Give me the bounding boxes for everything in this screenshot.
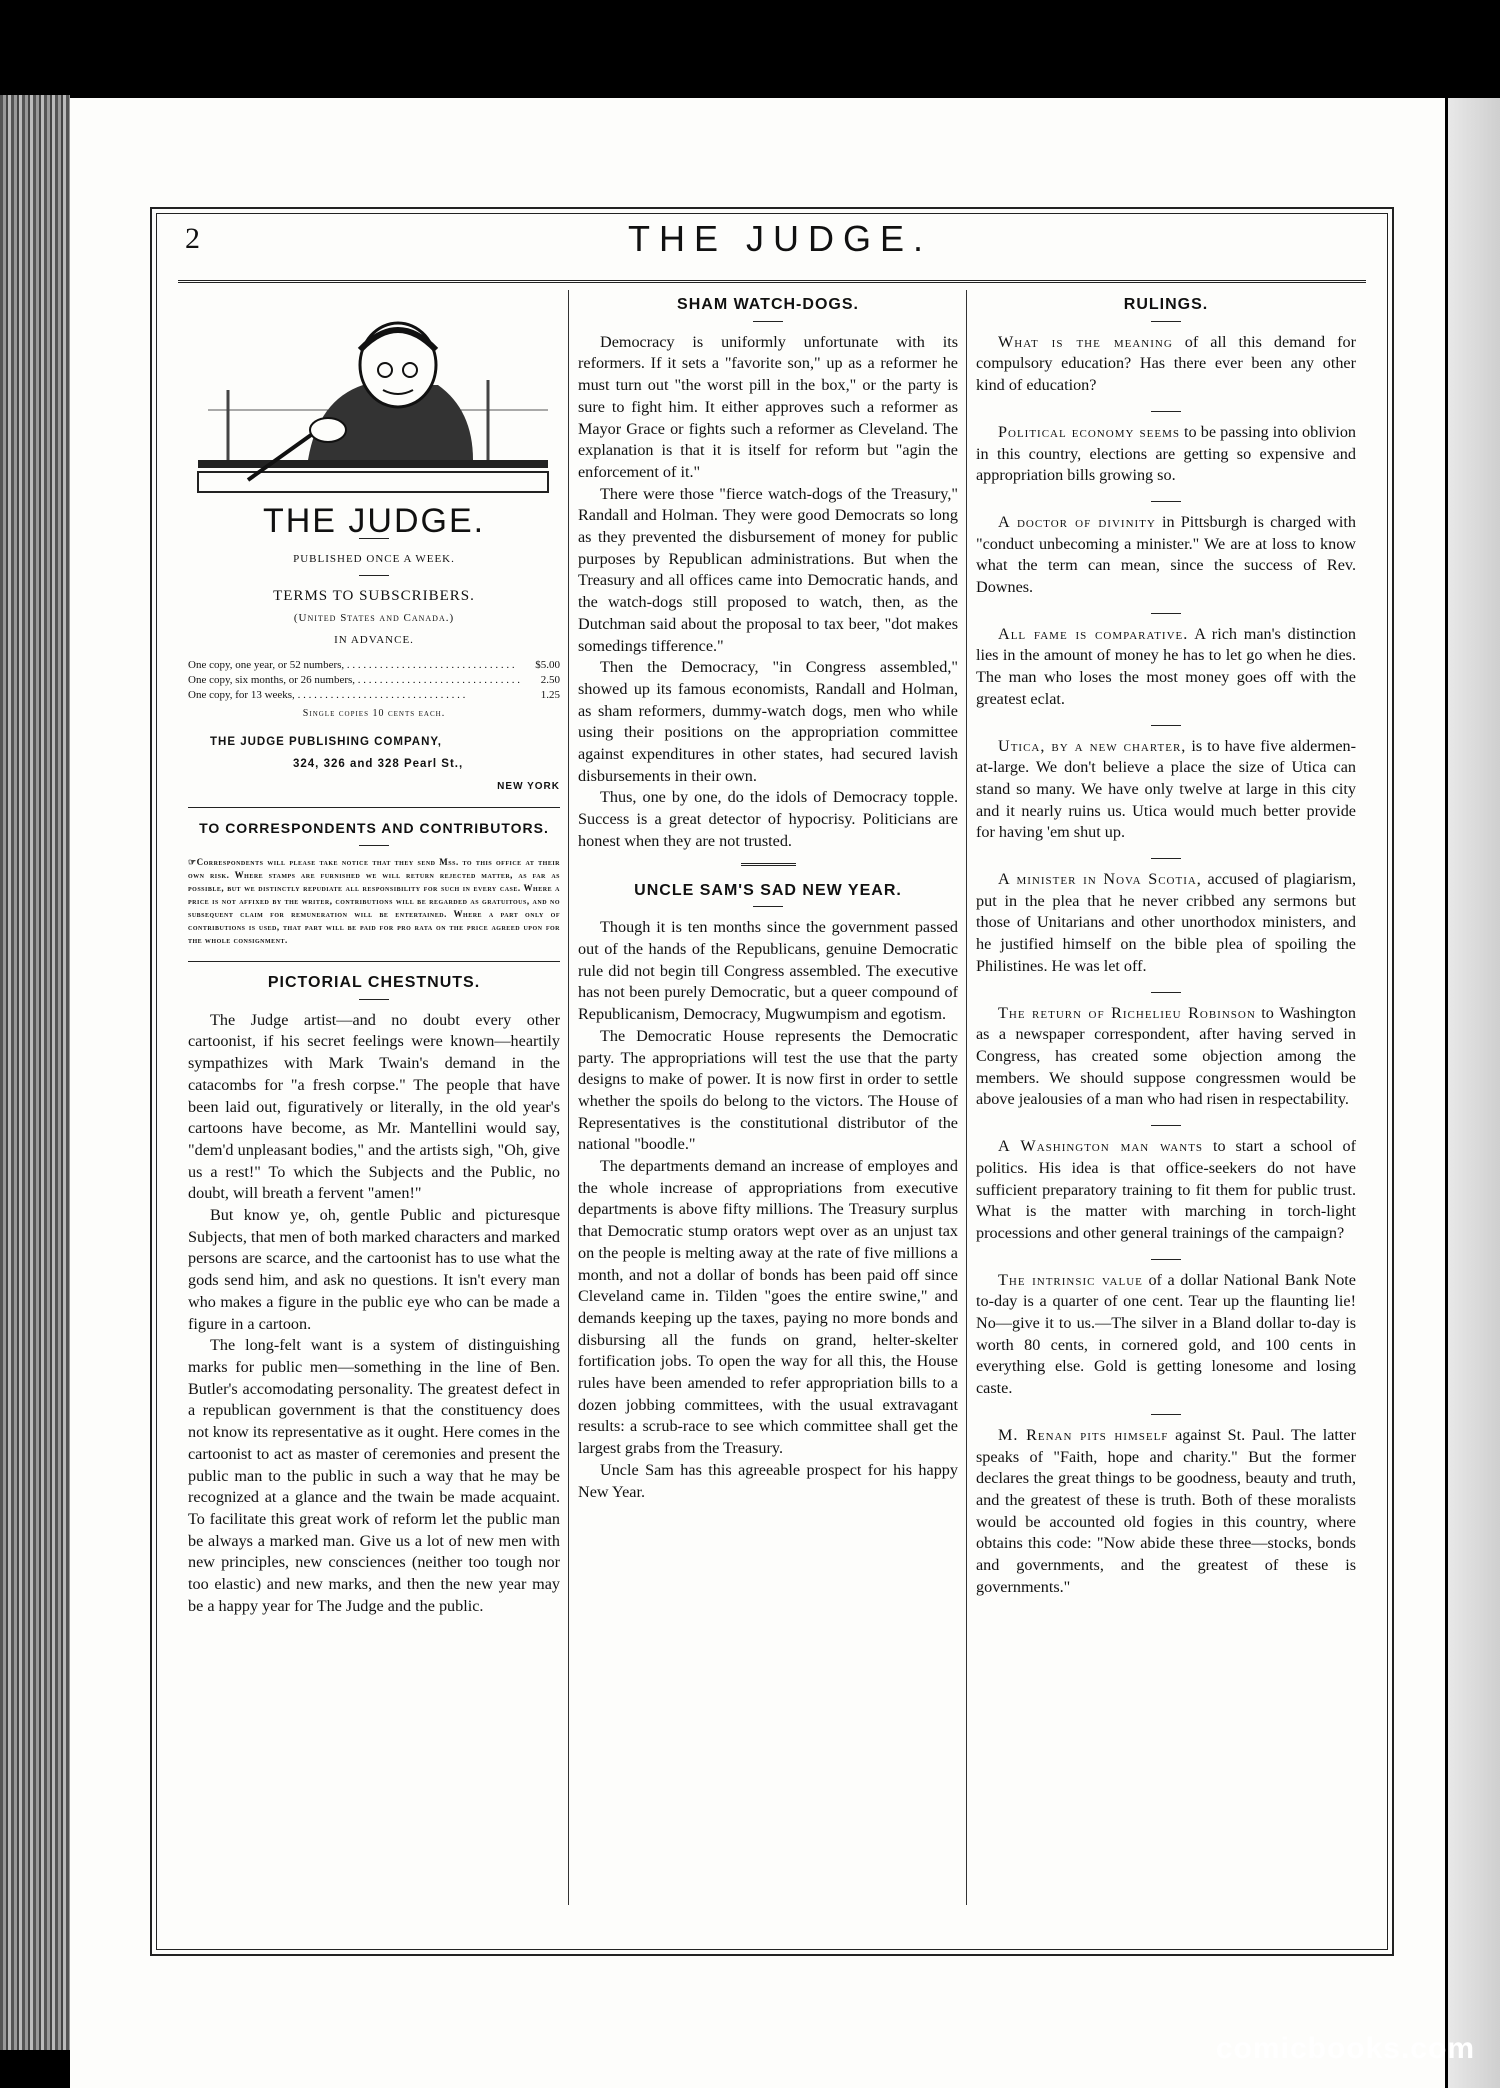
rule-short xyxy=(1151,725,1181,726)
judge-figure-drawing xyxy=(188,290,560,505)
rule-short xyxy=(753,321,783,322)
column-middle xyxy=(578,290,958,1503)
publisher-city: NEW YORK xyxy=(497,780,560,792)
ruling-item: Utica, by a new charter, is to have five aldermen-at-large. We don't believe a place the size of Utica can stand so many. We have only twelve at large in this city and it nearly ruins us. Utica would much better provide for having 'em shut up. xyxy=(976,736,1356,842)
newyear-paragraph: Though it is ten months since the government passed out of the hands of the Republicans, genuine Democratic rule did not begin till Congress assembled. The executive has not been purely Democratic, but a queer compound of Republicanism, Democracy, Mugwumpism and egotism. xyxy=(578,918,958,1024)
rate-row: One copy, six months, or 26 numbers, . . . 2.50 xyxy=(188,673,560,688)
ruling-item: M. Renan pits himself against St. Paul. The latter speaks of "Faith, hope and charity." But the former declares the great things to be goodness, beauty and truth, and the greatest of these is truth. Both of these moralists would be accounted old fogies in this country, where obtains this code: "Now abide these three—stocks, bonds and governments, and the greatest of these is governments." xyxy=(976,1425,1357,1596)
rule-short xyxy=(1151,501,1181,502)
column-divider-right xyxy=(966,290,967,1905)
rule-short xyxy=(359,845,389,846)
rule-short xyxy=(1151,1259,1181,1260)
rule-short xyxy=(1151,992,1181,993)
publisher-address: 324, 326 and 328 Pearl St., xyxy=(293,757,464,770)
section-rule xyxy=(188,961,560,962)
watermark: comicbooks.com xyxy=(1215,2032,1475,2065)
ruling-item: A minister in Nova Scotia, accused of plagiarism, put in the plea that he never cribbed any sermons but those of Unitarians and other unorthodox ministers, and he justified himself on the bible plea of spoiling the Philistines. He was let off. xyxy=(976,870,1357,975)
masthead-illustration xyxy=(188,290,560,505)
watchdogs-paragraph: Democracy is uniformly unfortunate with its reformers. If it sets a "favorite son," up as a reformer he must turn out "the worst pill in the box," or the party is sure to fight him. It either approves such a reformer as Mayor Grace or fights such a reformer as Cleveland. The explanation is that it is itself for reform but "agin the enforcement of it." xyxy=(578,332,958,481)
ruling-item: What is the meaning of all this demand for compulsory education? Has there ever been any other kind of education? xyxy=(976,332,1356,395)
newyear-paragraph: Uncle Sam has this agreeable prospect for his happy New Year. xyxy=(578,1460,958,1501)
page-number: 2 xyxy=(185,222,200,255)
watchdogs-paragraph: There were those "fierce watch-dogs of the Treasury," Randall and Holman. They were good Democrats so long as they prevented the disbursement of money for public purposes by Republican administrations. But when the Treasury and all offices came into Democratic hands, and the watch-dogs still proposed to watch, then, as the Dutchman said about the proposal to tax beer, "dot makes somedings tifference." xyxy=(578,484,958,655)
rule-short xyxy=(1151,858,1181,859)
terms-advance: IN ADVANCE. xyxy=(334,633,414,646)
terms-region: (United States and Canada.) xyxy=(293,612,455,625)
column-right xyxy=(976,290,1356,1612)
article-separator xyxy=(741,863,796,866)
watchdogs-paragraph: Then the Democracy, "in Congress assembled," showed up its famous economists, Randall and Holman, as sham reformers, dummy-watch dogs, men who while using their positions on the appropriation committee against expenditures in other states, had secured lavish disbursements in their own. xyxy=(578,658,958,785)
rule-short xyxy=(1151,613,1181,614)
rulings-heading: RULINGS. xyxy=(1123,296,1209,313)
facing-page-edge xyxy=(1448,98,1500,2088)
ruling-item: All fame is comparative. A rich man's distinction lies in the amount of money he has to let go when he dies. The man who loses the most money goes off with the greatest eclat. xyxy=(976,624,1356,708)
chestnuts-paragraph: The Judge artist—and no doubt every other cartoonist, if his secret feelings were known—heartily sympathizes with Mark Twain's demand in the catacombs for "a fresh corpse." The people that have been laid out, figuratively or literally, in the old year's cartoons have become, as Mr. Mantellini would say, "dem'd unpleasant bodies," and the artists sigh, "Oh, give us a rest!" To which the Subjects and the Public, no doubt, will breath a fervent "amen!" xyxy=(188,1010,560,1203)
publication-frequency: PUBLISHED ONCE A WEEK. xyxy=(293,552,455,565)
rule-short xyxy=(359,999,389,1000)
rate-row: One copy, one year, or 52 numbers, . . . $5.00 xyxy=(188,658,560,673)
single-copy-price: Single copies 10 cents each. xyxy=(302,707,446,719)
rule-short xyxy=(1151,1414,1181,1415)
rate-row: One copy, for 13 weeks, . . . 1.25 xyxy=(188,688,560,703)
ruling-item: A Washington man wants to start a school of politics. His idea is that office-seekers do not have sufficient preparatory training to fit them for public trust. What is the matter with marching in torch-light processions and other general trainings of the campaign? xyxy=(976,1137,1356,1242)
newyear-heading: UNCLE SAM'S SAD NEW YEAR. xyxy=(634,881,902,899)
terms-title: TERMS TO SUBSCRIBERS. xyxy=(273,588,475,605)
rule-short xyxy=(1151,321,1181,322)
ruling-item: The return of Richelieu Robinson to Washington as a newspaper correspondent, after having served in Congress, has created some objection among the members. We should suppose congressmen would be above jealousies of a man who had risen in respectability. xyxy=(976,1003,1356,1109)
ruling-item: Political economy seems to be passing into oblivion in this country, elections are getting so expensive and appropriation bills growing so. xyxy=(976,422,1357,485)
chestnuts-paragraph: The long-felt want is a system of distinguishing marks for public men—something in the line of Ben. Butler's accomodating personality. The greatest defect in a republican government is that the constituency does not know its representative as it ought. Here comes in the cartoonist to act as master of ceremonies and present the public man to the public in such a way that he may be recognized at a glance and the twain be made acquaint. To facilitate this great work of reform let the public man be always a marked man. Give us a lot of new men with new principles, new consciences (neither too tough nor too elastic) and new marks, and then the new year may be a happy year for The Judge and the public. xyxy=(188,1336,560,1615)
newyear-paragraph: The Democratic House represents the Democratic party. The appropriations will test the use that the party designs to make of power. It is now first in order to settle whether the spoils do belong to the victors. The House of Representatives is the constitutional distributor of the national "boodle." xyxy=(578,1026,958,1154)
newspaper-title: THE JUDGE. xyxy=(627,218,932,259)
watchdogs-paragraph: Thus, one by one, do the idols of Democracy topple. Success is a great detector of hypocrisy. Politicians are honest when they are not trusted. xyxy=(578,788,958,850)
newyear-paragraph: The departments demand an increase of employes and the whole increase of appropriations from executive departments is above fifty millions. The Treasury surplus that Democratic stump orators wept over as an unjust tax on the people is melting away at the rate of five millions a month, and not a dollar of bonds has been paid off since Cleveland came in. Tilden "goes the entire swine," and demands keeping up the taxes, paying no more bonds and disbursing all the funds on grand, helter-skelter fortification jobs. To open the way for all this, the House rules have been amended to refer appropriation bills to a dozen jobbing committees, with the usual extravagant results: a scrub-race to see which committee shall get the largest grabs from the Treasury. xyxy=(578,1157,958,1458)
section-rule xyxy=(188,807,560,808)
column-divider-left xyxy=(568,290,569,1905)
rule-short xyxy=(359,575,389,576)
rule-short xyxy=(753,906,783,907)
column-left xyxy=(188,290,560,1617)
publisher-name: THE JUDGE PUBLISHING COMPANY, xyxy=(210,736,442,749)
ruling-item: A doctor of divinity in Pittsburgh is charged with "conduct unbecoming a minister." We are at loss to know what the term can mean, since the success of Rev. Downes. xyxy=(976,512,1356,597)
book-spine xyxy=(0,95,70,2050)
correspondents-notice: ☞Correspondents will please take notice that they send Mss. to this office at their own risk. Where stamps are furnished we will return rejected matter, as far as possible, but we distinctly repudiate all responsibility for such in every case. Where a price is not affixed by the writer, contributions will be regarded as gratuitous, and no subsequent claim for remuneration will be entertained. Where a part only of contributions is used, that part will be paid for pro rata on the price agreed upon for the whole consignment. xyxy=(188,857,560,946)
header-rule xyxy=(178,280,1366,283)
watchdogs-heading: SHAM WATCH-DOGS. xyxy=(677,296,859,313)
chestnuts-heading: PICTORIAL CHESTNUTS. xyxy=(267,974,481,992)
masthead-title: THE JUDGE. xyxy=(262,502,486,540)
chestnuts-paragraph: But know ye, oh, gentle Public and picturesque Subjects, that men of both marked characters and marked persons are scarce, and the cartoonist has to use what the gods send him, and ask no questions. It isn't every man who makes a figure in the public eye who can be made a figure in a cartoon. xyxy=(188,1206,560,1333)
rates-list xyxy=(188,658,560,703)
correspondents-heading: TO CORRESPONDENTS AND CONTRIBUTORS. xyxy=(199,820,549,837)
rule-short xyxy=(1151,1125,1181,1126)
ruling-item: The intrinsic value of a dollar National Bank Note to-day is a quarter of one cent. Tear up the flaunting lie! No—give it to us.—The silver in a Bland dollar to-day is worth 80 cents, in cornered gold, and 100 cents in everything else. Gold is getting lonesome and losing caste. xyxy=(976,1270,1356,1398)
rule-short xyxy=(1151,411,1181,412)
